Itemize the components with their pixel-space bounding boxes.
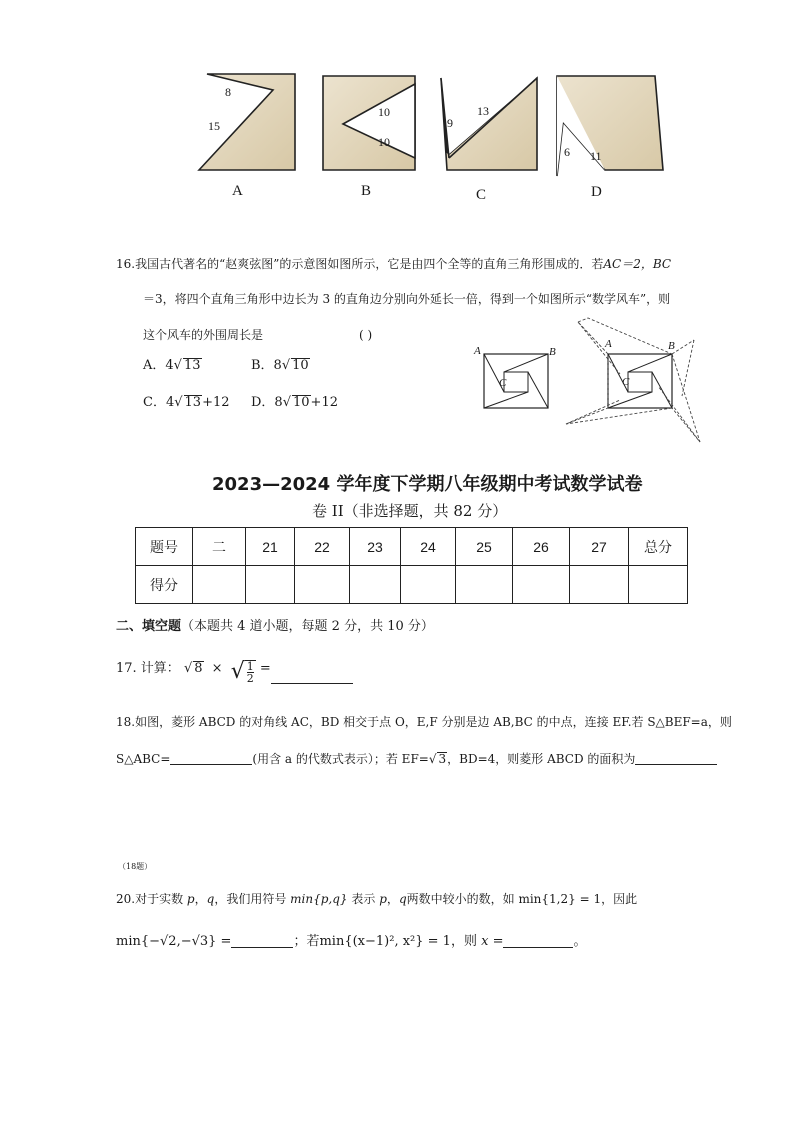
- q16-line-3: 这个风车的外围周长是 ( ): [143, 328, 373, 342]
- figure-d-side-2: 11: [590, 149, 602, 163]
- q18-answer-blank-1[interactable]: [170, 764, 252, 765]
- sqrt-icon: √: [174, 395, 183, 410]
- q16-option-d: D．8√ 10+12: [251, 395, 338, 410]
- figure-c-label: C: [476, 187, 487, 203]
- figure-a-side-1: 8: [225, 85, 231, 99]
- q16-option-b: B．8√ 10: [251, 358, 309, 373]
- table-cell: 21: [246, 528, 295, 566]
- figure-c-side-2: 13: [477, 104, 489, 118]
- score-input-cell[interactable]: [295, 566, 350, 604]
- score-input-cell[interactable]: [513, 566, 570, 604]
- figure-a-side-2: 15: [208, 119, 220, 133]
- sqrt-icon: √: [230, 659, 245, 684]
- score-input-cell[interactable]: [629, 566, 688, 604]
- figure-b-side-2: 10: [378, 135, 390, 149]
- q20-answer-blank-2[interactable]: [503, 947, 573, 948]
- q16-line-1: 16.我国古代著名的“赵爽弦图”的示意图如图所示，它是由四个全等的直角三角形围成的．若AC＝2，BC: [116, 257, 672, 271]
- score-input-cell[interactable]: [193, 566, 246, 604]
- q20-line-2: min{−√2,−√3} = ；若min{(x−1)², x²} = 1，则 x = 。: [116, 934, 587, 949]
- figure-18-caption: （18题）: [118, 862, 153, 871]
- score-input-cell[interactable]: [246, 566, 295, 604]
- q16-line-2: ＝3，将四个直角三角形中边长为 3 的直角边分别向外延长一倍，得到一个如图所示“数学风车”，则: [143, 292, 671, 306]
- table-cell: 26: [513, 528, 570, 566]
- q20-answer-blank-1[interactable]: [231, 947, 293, 948]
- q18-line-1: 18.如图，菱形 ABCD 的对角线 AC，BD 相交于点 O，E,F 分别是边 AB,BC 的中点，连接 EF.若 S△BEF=a，则: [116, 715, 732, 729]
- q17-answer-blank[interactable]: [271, 683, 353, 684]
- score-table: [135, 527, 688, 604]
- sqrt-icon: √: [183, 661, 193, 676]
- section-heading: 二、填空题（本题共 4 道小题，每题 2 分，共 10 分）: [116, 619, 434, 634]
- sqrt-icon: √: [428, 752, 437, 766]
- figure-d-side-1: 6: [564, 145, 570, 159]
- sqrt-icon: √: [282, 395, 291, 410]
- table-cell: 25: [456, 528, 513, 566]
- table-cell: 二: [193, 528, 246, 566]
- q18-answer-blank-2[interactable]: [635, 764, 717, 765]
- q16-option-a: A．4√ 13: [143, 358, 201, 373]
- figure-d-label: D: [591, 184, 602, 200]
- table-cell: 27: [570, 528, 629, 566]
- q16-fig2-label-a: A: [605, 338, 612, 350]
- table-cell: 24: [401, 528, 456, 566]
- figure-b-side-1: 10: [378, 105, 390, 119]
- q18-line-2: S△ABC= (用含 a 的代数式表示）；若 EF=√ 3，BD=4，则菱形 ABCD 的面积为: [116, 752, 717, 765]
- q16-fig2-label-c: C: [622, 376, 630, 388]
- table-cell: 得分: [136, 566, 193, 604]
- score-input-cell[interactable]: [350, 566, 401, 604]
- table-row: [136, 528, 688, 566]
- score-input-cell[interactable]: [456, 566, 513, 604]
- q16-fig-label-c: C: [499, 377, 507, 389]
- figure-c-side-1: 9: [447, 116, 453, 130]
- sqrt-icon: √: [173, 358, 182, 373]
- table-cell: 总分: [629, 528, 688, 566]
- exam-title: 2023—2024 学年度下学期八年级期中考试数学试卷: [212, 474, 643, 495]
- score-input-cell[interactable]: [570, 566, 629, 604]
- q16-option-c: C．4√ 13+12: [143, 395, 230, 410]
- table-row: [136, 566, 688, 604]
- q17: 17. 计算： √ 8 × √ $\frac{1}{2}$ =: [116, 660, 353, 684]
- q16-fig-label-b: B: [549, 346, 556, 358]
- sqrt-icon: √: [281, 358, 291, 373]
- figure-b-label: B: [361, 183, 372, 199]
- figure-a-label: A: [232, 183, 243, 199]
- table-cell: 题号: [136, 528, 193, 566]
- score-input-cell[interactable]: [401, 566, 456, 604]
- table-cell: 23: [350, 528, 401, 566]
- q20-line-1: 20.对于实数 p，q，我们用符号 min{p,q} 表示 p，q两数中较小的数，如 min{1,2} = 1，因此: [116, 892, 638, 906]
- exam-subtitle: 卷 II（非选择题，共 82 分）: [312, 502, 508, 520]
- table-cell: 22: [295, 528, 350, 566]
- q16-fig2-label-b: B: [668, 340, 675, 352]
- q16-fig-label-a: A: [474, 345, 481, 357]
